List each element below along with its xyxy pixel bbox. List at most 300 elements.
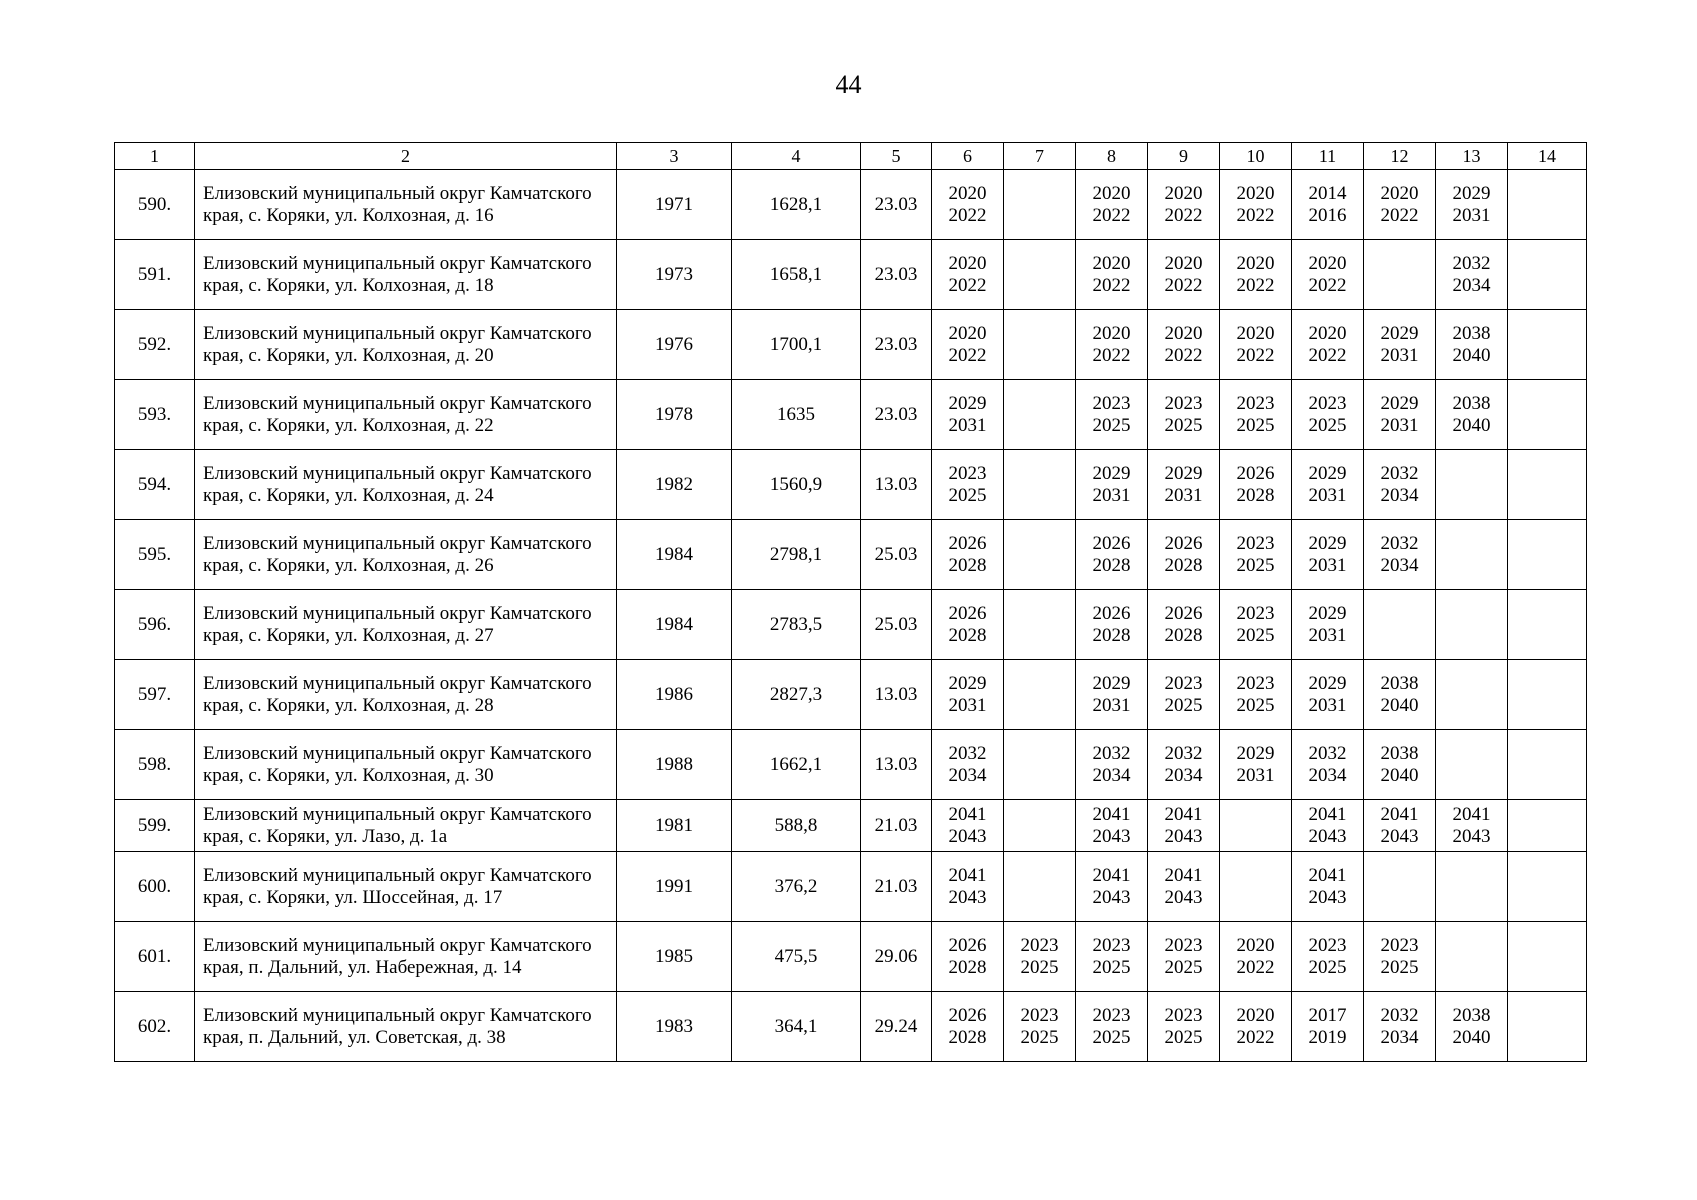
period-end: 2028 <box>1164 554 1203 576</box>
period-end: 2028 <box>948 956 987 978</box>
period-cell-7 <box>1004 380 1076 450</box>
column-header: 5 <box>861 143 932 170</box>
period-end: 2034 <box>1452 274 1491 296</box>
period-cell-8 <box>1076 240 1148 310</box>
period-end: 2028 <box>1092 624 1131 646</box>
period-cell-14 <box>1508 992 1587 1062</box>
period-start: 2023 <box>1380 934 1419 956</box>
period-cell-11 <box>1292 520 1364 590</box>
period-cell-9 <box>1148 450 1220 520</box>
period-cell-9 <box>1148 660 1220 730</box>
period-cell-9 <box>1148 170 1220 240</box>
period-cell-7 <box>1004 310 1076 380</box>
period-start: 2026 <box>948 602 987 624</box>
period-cell-7 <box>1004 800 1076 852</box>
period-start: 2032 <box>1380 1004 1419 1026</box>
period-end: 2031 <box>1092 484 1131 506</box>
period-end: 2031 <box>1380 344 1419 366</box>
period-end: 2022 <box>1092 344 1131 366</box>
period-cell-14 <box>1508 170 1587 240</box>
period-end: 2031 <box>1452 204 1491 226</box>
row-number-cell: 591. <box>115 240 195 310</box>
period-end: 2040 <box>1452 1026 1491 1048</box>
period-start: 2041 <box>948 803 987 825</box>
period-end: 2031 <box>1092 694 1131 716</box>
table-row <box>115 590 1587 660</box>
period-end: 2028 <box>1236 484 1275 506</box>
period-cell-13 <box>1436 310 1508 380</box>
period-cell-12 <box>1364 240 1436 310</box>
period-cell-14 <box>1508 310 1587 380</box>
period-cell-9 <box>1148 852 1220 922</box>
period-start: 2029 <box>1164 462 1203 484</box>
period-cell-10 <box>1220 992 1292 1062</box>
area-cell: 376,2 <box>732 852 861 922</box>
period-end: 2022 <box>1164 204 1203 226</box>
period-cell-12 <box>1364 590 1436 660</box>
period-start: 2038 <box>1452 1004 1491 1026</box>
period-end: 2025 <box>1164 694 1203 716</box>
address-cell: Елизовский муниципальный округ Камчатского края, с. Коряки, ул. Колхозная, д. 28 <box>195 660 617 730</box>
period-cell-12 <box>1364 380 1436 450</box>
period-end: 2034 <box>1380 1026 1419 1048</box>
period-cell-7 <box>1004 730 1076 800</box>
period-end: 2034 <box>1380 554 1419 576</box>
period-start: 2041 <box>948 864 987 886</box>
period-cell-6 <box>932 380 1004 450</box>
address-cell: Елизовский муниципальный округ Камчатского края, с. Коряки, ул. Колхозная, д. 18 <box>195 240 617 310</box>
period-end: 2022 <box>1236 344 1275 366</box>
area-cell: 2783,5 <box>732 590 861 660</box>
column-header: 14 <box>1508 143 1587 170</box>
period-cell-8 <box>1076 310 1148 380</box>
build-year-cell: 1981 <box>617 800 732 852</box>
period-cell-13 <box>1436 590 1508 660</box>
period-start: 2020 <box>1092 322 1131 344</box>
column-header: 12 <box>1364 143 1436 170</box>
row-number-cell: 594. <box>115 450 195 520</box>
period-start: 2026 <box>948 532 987 554</box>
period-end: 2022 <box>1308 274 1347 296</box>
code-cell: 13.03 <box>861 660 932 730</box>
period-end: 2028 <box>1164 624 1203 646</box>
period-start: 2032 <box>1380 462 1419 484</box>
period-start: 2020 <box>1308 322 1347 344</box>
period-end: 2031 <box>1308 554 1347 576</box>
address-cell: Елизовский муниципальный округ Камчатского края, с. Коряки, ул. Лазо, д. 1а <box>195 800 617 852</box>
period-start: 2029 <box>1452 182 1491 204</box>
period-end: 2031 <box>948 694 987 716</box>
table-row <box>115 310 1587 380</box>
period-cell-13 <box>1436 170 1508 240</box>
row-number-cell: 593. <box>115 380 195 450</box>
period-cell-11 <box>1292 660 1364 730</box>
period-start: 2020 <box>1236 322 1275 344</box>
period-start: 2038 <box>1380 742 1419 764</box>
period-end: 2022 <box>1092 204 1131 226</box>
period-end: 2043 <box>1308 825 1347 847</box>
period-start: 2032 <box>948 742 987 764</box>
row-number-cell: 600. <box>115 852 195 922</box>
period-end: 2022 <box>1164 274 1203 296</box>
period-cell-14 <box>1508 520 1587 590</box>
period-cell-10 <box>1220 310 1292 380</box>
code-cell: 25.03 <box>861 590 932 660</box>
period-end: 2022 <box>1092 274 1131 296</box>
address-cell: Елизовский муниципальный округ Камчатского края, с. Коряки, ул. Шоссейная, д. 17 <box>195 852 617 922</box>
table-row <box>115 992 1587 1062</box>
period-end: 2043 <box>1092 886 1131 908</box>
period-end: 2040 <box>1380 694 1419 716</box>
period-end: 2028 <box>948 554 987 576</box>
period-end: 2043 <box>1164 886 1203 908</box>
period-start: 2023 <box>1308 934 1347 956</box>
address-cell: Елизовский муниципальный округ Камчатского края, п. Дальний, ул. Набережная, д. 14 <box>195 922 617 992</box>
period-cell-7 <box>1004 240 1076 310</box>
period-start: 2020 <box>1236 1004 1275 1026</box>
period-start: 2020 <box>1164 322 1203 344</box>
period-end: 2031 <box>1308 694 1347 716</box>
column-header: 1 <box>115 143 195 170</box>
period-end: 2025 <box>1092 414 1131 436</box>
period-cell-11 <box>1292 240 1364 310</box>
period-cell-7 <box>1004 852 1076 922</box>
build-year-cell: 1976 <box>617 310 732 380</box>
period-start: 2029 <box>948 672 987 694</box>
period-cell-13 <box>1436 730 1508 800</box>
period-end: 2022 <box>948 204 987 226</box>
row-number-cell: 595. <box>115 520 195 590</box>
period-start: 2041 <box>1164 803 1203 825</box>
period-cell-14 <box>1508 240 1587 310</box>
row-number-cell: 590. <box>115 170 195 240</box>
period-cell-11 <box>1292 170 1364 240</box>
period-end: 2022 <box>1236 204 1275 226</box>
code-cell: 23.03 <box>861 240 932 310</box>
header-row <box>115 143 1587 170</box>
address-cell: Елизовский муниципальный округ Камчатского края, с. Коряки, ул. Колхозная, д. 26 <box>195 520 617 590</box>
period-start: 2020 <box>948 182 987 204</box>
period-cell-9 <box>1148 730 1220 800</box>
row-number-cell: 598. <box>115 730 195 800</box>
area-cell: 2827,3 <box>732 660 861 730</box>
period-cell-12 <box>1364 730 1436 800</box>
row-number-cell: 596. <box>115 590 195 660</box>
period-cell-8 <box>1076 800 1148 852</box>
period-cell-10 <box>1220 800 1292 852</box>
period-start: 2029 <box>1236 742 1275 764</box>
period-end: 2034 <box>948 764 987 786</box>
code-cell: 21.03 <box>861 852 932 922</box>
period-end: 2022 <box>1164 344 1203 366</box>
period-start: 2032 <box>1380 532 1419 554</box>
period-cell-13 <box>1436 800 1508 852</box>
area-cell: 1658,1 <box>732 240 861 310</box>
period-cell-10 <box>1220 730 1292 800</box>
period-cell-12 <box>1364 852 1436 922</box>
period-cell-8 <box>1076 922 1148 992</box>
code-cell: 25.03 <box>861 520 932 590</box>
period-start: 2029 <box>1308 602 1347 624</box>
period-end: 2043 <box>1308 886 1347 908</box>
period-cell-14 <box>1508 380 1587 450</box>
period-end: 2019 <box>1308 1026 1347 1048</box>
period-end: 2025 <box>1236 554 1275 576</box>
period-start: 2026 <box>948 934 987 956</box>
period-cell-11 <box>1292 590 1364 660</box>
period-end: 2022 <box>1236 956 1275 978</box>
period-cell-11 <box>1292 852 1364 922</box>
period-start: 2023 <box>1020 1004 1059 1026</box>
period-cell-8 <box>1076 730 1148 800</box>
period-end: 2031 <box>1308 624 1347 646</box>
period-cell-12 <box>1364 800 1436 852</box>
table-row <box>115 520 1587 590</box>
period-end: 2043 <box>1452 825 1491 847</box>
area-cell: 588,8 <box>732 800 861 852</box>
period-cell-9 <box>1148 380 1220 450</box>
period-end: 2040 <box>1380 764 1419 786</box>
period-cell-9 <box>1148 992 1220 1062</box>
period-start: 2041 <box>1308 803 1347 825</box>
period-start: 2023 <box>1164 934 1203 956</box>
row-number-cell: 601. <box>115 922 195 992</box>
build-year-cell: 1973 <box>617 240 732 310</box>
period-start: 2029 <box>1308 462 1347 484</box>
period-start: 2023 <box>1236 392 1275 414</box>
period-end: 2031 <box>1308 484 1347 506</box>
period-start: 2029 <box>1380 322 1419 344</box>
period-start: 2032 <box>1452 252 1491 274</box>
period-cell-13 <box>1436 660 1508 730</box>
period-cell-9 <box>1148 800 1220 852</box>
period-cell-7 <box>1004 520 1076 590</box>
period-start: 2029 <box>1092 672 1131 694</box>
address-cell: Елизовский муниципальный округ Камчатского края, с. Коряки, ул. Колхозная, д. 22 <box>195 380 617 450</box>
period-start: 2041 <box>1452 803 1491 825</box>
period-cell-7 <box>1004 590 1076 660</box>
period-start: 2041 <box>1092 864 1131 886</box>
column-header: 3 <box>617 143 732 170</box>
code-cell: 13.03 <box>861 450 932 520</box>
period-cell-13 <box>1436 992 1508 1062</box>
period-end: 2034 <box>1092 764 1131 786</box>
area-cell: 1560,9 <box>732 450 861 520</box>
period-start: 2023 <box>1164 672 1203 694</box>
row-number-cell: 597. <box>115 660 195 730</box>
address-cell: Елизовский муниципальный округ Камчатского края, с. Коряки, ул. Колхозная, д. 24 <box>195 450 617 520</box>
build-year-cell: 1985 <box>617 922 732 992</box>
period-cell-11 <box>1292 992 1364 1062</box>
period-start: 2023 <box>1092 392 1131 414</box>
period-end: 2022 <box>1308 344 1347 366</box>
period-cell-10 <box>1220 170 1292 240</box>
period-end: 2043 <box>948 825 987 847</box>
table-row <box>115 730 1587 800</box>
area-cell: 364,1 <box>732 992 861 1062</box>
period-cell-10 <box>1220 922 1292 992</box>
period-end: 2043 <box>1092 825 1131 847</box>
period-cell-6 <box>932 800 1004 852</box>
table-row <box>115 800 1587 852</box>
area-cell: 1635 <box>732 380 861 450</box>
period-cell-12 <box>1364 450 1436 520</box>
period-start: 2029 <box>1092 462 1131 484</box>
period-cell-11 <box>1292 310 1364 380</box>
address-cell: Елизовский муниципальный округ Камчатского края, п. Дальний, ул. Советская, д. 38 <box>195 992 617 1062</box>
period-end: 2025 <box>1164 956 1203 978</box>
period-start: 2020 <box>1164 252 1203 274</box>
period-end: 2043 <box>1164 825 1203 847</box>
build-year-cell: 1988 <box>617 730 732 800</box>
period-cell-10 <box>1220 852 1292 922</box>
period-end: 2025 <box>1092 1026 1131 1048</box>
period-cell-13 <box>1436 240 1508 310</box>
code-cell: 21.03 <box>861 800 932 852</box>
period-cell-13 <box>1436 852 1508 922</box>
period-end: 2025 <box>1020 1026 1059 1048</box>
period-cell-6 <box>932 590 1004 660</box>
period-cell-10 <box>1220 660 1292 730</box>
build-year-cell: 1986 <box>617 660 732 730</box>
period-end: 2025 <box>1236 624 1275 646</box>
period-start: 2026 <box>1164 532 1203 554</box>
area-cell: 1628,1 <box>732 170 861 240</box>
period-cell-7 <box>1004 170 1076 240</box>
period-cell-12 <box>1364 992 1436 1062</box>
area-cell: 1662,1 <box>732 730 861 800</box>
period-cell-6 <box>932 660 1004 730</box>
period-cell-14 <box>1508 730 1587 800</box>
period-end: 2040 <box>1452 344 1491 366</box>
period-start: 2020 <box>1092 252 1131 274</box>
period-end: 2025 <box>1308 414 1347 436</box>
period-end: 2034 <box>1164 764 1203 786</box>
period-cell-13 <box>1436 450 1508 520</box>
period-start: 2026 <box>1236 462 1275 484</box>
address-cell: Елизовский муниципальный округ Камчатского края, с. Коряки, ул. Колхозная, д. 27 <box>195 590 617 660</box>
address-cell: Елизовский муниципальный округ Камчатского края, с. Коряки, ул. Колхозная, д. 16 <box>195 170 617 240</box>
period-end: 2022 <box>948 274 987 296</box>
period-start: 2026 <box>1164 602 1203 624</box>
code-cell: 29.24 <box>861 992 932 1062</box>
period-start: 2020 <box>1380 182 1419 204</box>
code-cell: 23.03 <box>861 310 932 380</box>
period-cell-8 <box>1076 520 1148 590</box>
period-end: 2025 <box>1092 956 1131 978</box>
period-cell-6 <box>932 852 1004 922</box>
area-cell: 1700,1 <box>732 310 861 380</box>
period-start: 2029 <box>948 392 987 414</box>
period-start: 2038 <box>1380 672 1419 694</box>
period-cell-12 <box>1364 520 1436 590</box>
period-cell-6 <box>932 730 1004 800</box>
period-cell-14 <box>1508 922 1587 992</box>
period-cell-11 <box>1292 380 1364 450</box>
period-start: 2023 <box>1164 1004 1203 1026</box>
table-row <box>115 922 1587 992</box>
period-start: 2023 <box>1092 1004 1131 1026</box>
period-end: 2028 <box>948 624 987 646</box>
period-start: 2020 <box>1236 934 1275 956</box>
period-cell-6 <box>932 520 1004 590</box>
period-start: 2032 <box>1164 742 1203 764</box>
period-cell-8 <box>1076 450 1148 520</box>
build-year-cell: 1991 <box>617 852 732 922</box>
area-cell: 2798,1 <box>732 520 861 590</box>
period-start: 2017 <box>1308 1004 1347 1026</box>
period-cell-7 <box>1004 922 1076 992</box>
period-cell-11 <box>1292 800 1364 852</box>
address-cell: Елизовский муниципальный округ Камчатского края, с. Коряки, ул. Колхозная, д. 30 <box>195 730 617 800</box>
period-cell-11 <box>1292 730 1364 800</box>
column-header: 13 <box>1436 143 1508 170</box>
period-end: 2043 <box>1380 825 1419 847</box>
period-end: 2025 <box>1236 414 1275 436</box>
build-year-cell: 1984 <box>617 520 732 590</box>
period-start: 2038 <box>1452 322 1491 344</box>
period-start: 2023 <box>1236 602 1275 624</box>
period-start: 2026 <box>948 1004 987 1026</box>
column-header: 9 <box>1148 143 1220 170</box>
period-end: 2028 <box>948 1026 987 1048</box>
period-cell-6 <box>932 240 1004 310</box>
period-start: 2020 <box>1092 182 1131 204</box>
period-end: 2025 <box>1164 1026 1203 1048</box>
period-cell-14 <box>1508 660 1587 730</box>
period-cell-13 <box>1436 520 1508 590</box>
period-end: 2031 <box>1236 764 1275 786</box>
period-start: 2020 <box>948 322 987 344</box>
period-start: 2020 <box>1164 182 1203 204</box>
period-cell-14 <box>1508 450 1587 520</box>
period-cell-6 <box>932 992 1004 1062</box>
period-start: 2029 <box>1380 392 1419 414</box>
period-cell-13 <box>1436 922 1508 992</box>
build-year-cell: 1978 <box>617 380 732 450</box>
period-cell-8 <box>1076 852 1148 922</box>
period-start: 2023 <box>1020 934 1059 956</box>
column-header: 11 <box>1292 143 1364 170</box>
period-cell-9 <box>1148 240 1220 310</box>
period-end: 2028 <box>1092 554 1131 576</box>
period-start: 2032 <box>1092 742 1131 764</box>
period-end: 2025 <box>1308 956 1347 978</box>
row-number-cell: 592. <box>115 310 195 380</box>
period-cell-11 <box>1292 922 1364 992</box>
period-start: 2032 <box>1308 742 1347 764</box>
table-row <box>115 852 1587 922</box>
period-end: 2034 <box>1308 764 1347 786</box>
period-cell-10 <box>1220 240 1292 310</box>
period-cell-6 <box>932 922 1004 992</box>
period-cell-9 <box>1148 590 1220 660</box>
period-start: 2029 <box>1308 532 1347 554</box>
row-number-cell: 599. <box>115 800 195 852</box>
period-start: 2041 <box>1092 803 1131 825</box>
period-cell-14 <box>1508 590 1587 660</box>
address-cell: Елизовский муниципальный округ Камчатского края, с. Коряки, ул. Колхозная, д. 20 <box>195 310 617 380</box>
column-header: 6 <box>932 143 1004 170</box>
period-start: 2014 <box>1308 182 1347 204</box>
build-year-cell: 1971 <box>617 170 732 240</box>
area-cell: 475,5 <box>732 922 861 992</box>
period-cell-6 <box>932 450 1004 520</box>
period-start: 2020 <box>1236 182 1275 204</box>
period-start: 2029 <box>1308 672 1347 694</box>
period-cell-6 <box>932 310 1004 380</box>
period-cell-10 <box>1220 380 1292 450</box>
